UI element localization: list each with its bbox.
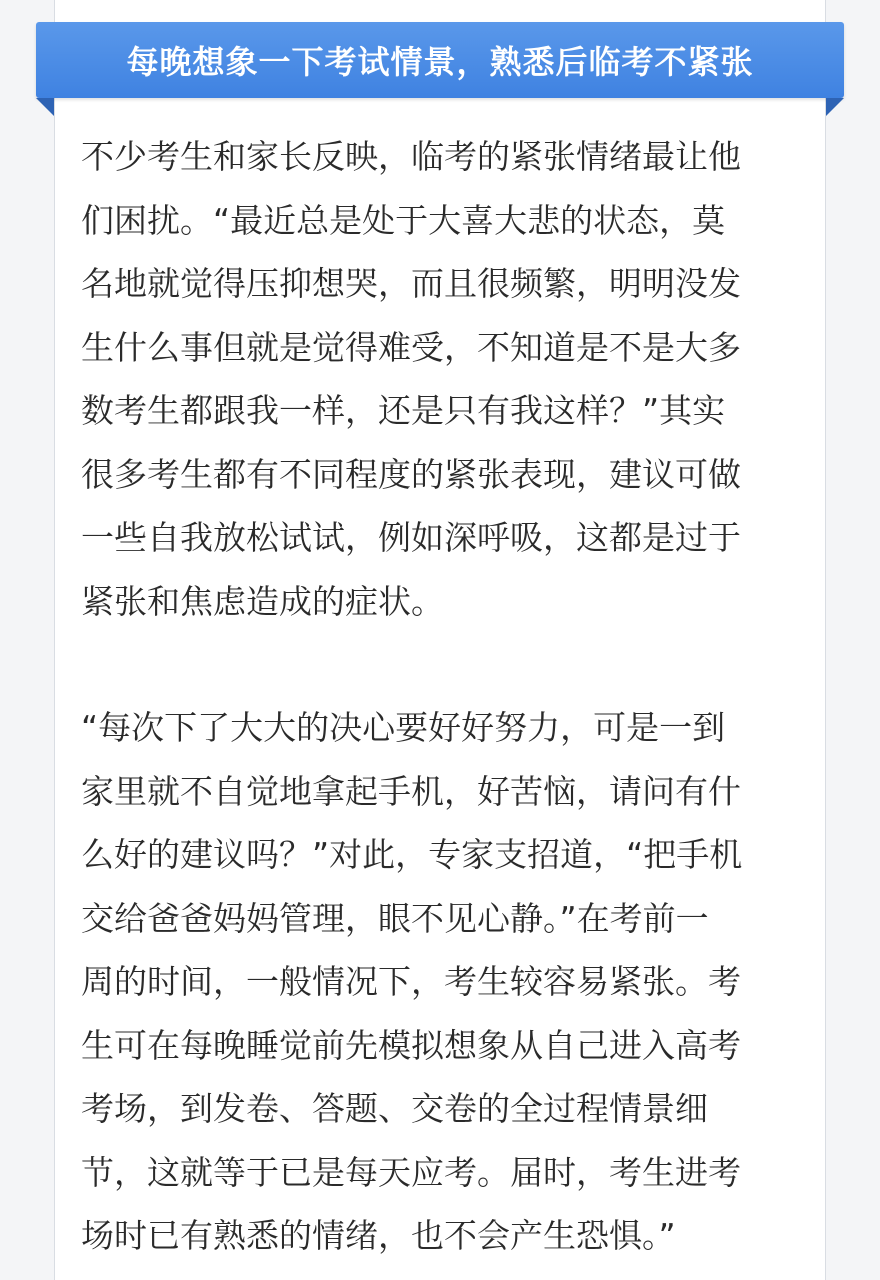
paragraph-2	[81, 696, 791, 1268]
text-line: 交给爸爸妈妈管理，眼不见心静。”在考前一	[81, 898, 709, 938]
text-line: 们困扰。“最近总是处于大喜大悲的状态，莫	[81, 200, 726, 240]
text-line: 场时已有熟悉的情绪，也不会产生恐惧。”	[81, 1216, 676, 1255]
text-line: 生可在每晚睡觉前先模拟想象从自己进入高考	[81, 1025, 741, 1065]
text-line: 么好的建议吗？”对此，专家支招道，“把手机	[81, 835, 743, 874]
section-title: 每晚想象一下考试情景，熟悉后临考不紧张	[126, 43, 754, 81]
text-line: 家里就不自觉地拿起手机，好苦恼，请问有什	[81, 771, 741, 811]
title-banner	[36, 22, 844, 116]
ribbon-fold-left	[36, 98, 54, 116]
text-line: 周的时间，一般情况下，考生较容易紧张。考	[81, 962, 741, 1001]
text-line: “每次下了大大的决心要好好努力，可是一到	[81, 708, 726, 747]
text-line: 紧张和焦虑造成的症状。	[81, 581, 444, 621]
text-line: 名地就觉得压抑想哭，而且很频繁，明明没发	[81, 264, 741, 303]
text-line: 数考生都跟我一样，还是只有我这样？”其实	[81, 391, 726, 430]
text-line: 很多考生都有不同程度的紧张表现，建议可做	[81, 454, 741, 494]
article-body	[81, 125, 791, 1268]
text-line: 不少考生和家长反映，临考的紧张情绪最让他	[81, 137, 741, 176]
text-line: 考场，到发卷、答题、交卷的全过程情景细	[81, 1089, 708, 1128]
title-banner-ribbon	[36, 22, 844, 98]
paragraph-1	[81, 125, 791, 633]
text-line: 节，这就等于已是每天应考。届时，考生进考	[81, 1152, 741, 1192]
text-line: 生什么事但就是觉得难受，不知道是不是大多	[81, 327, 741, 367]
text-line: 一些自我放松试试，例如深呼吸，这都是过于	[81, 518, 741, 557]
ribbon-fold-right	[826, 98, 844, 116]
